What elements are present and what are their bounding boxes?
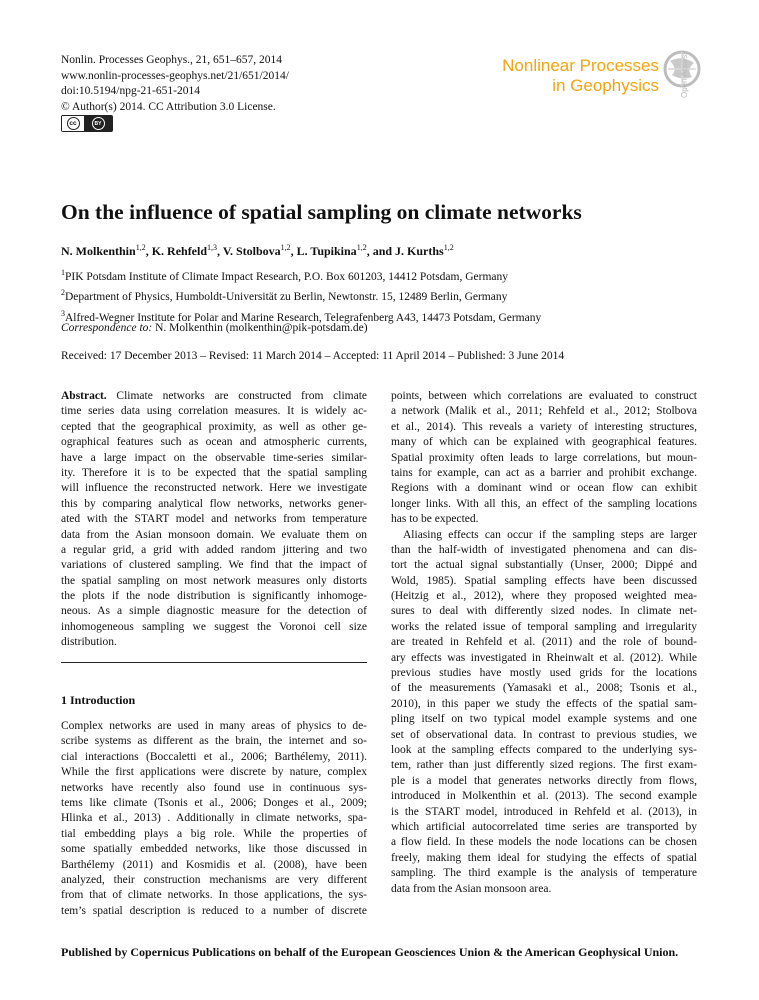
affiliation: $^1$PIK Potsdam Institute of Climate Impact Research, P.O. Box 601203, 14412 Potsdam, Germany bbox=[61, 268, 509, 283]
cc-by-license-badge[interactable] bbox=[61, 115, 113, 132]
affiliation: $^3$Alfred-Wegner Institute for Polar and Marine Research, Telegrafenberg A43, 14473 Potsdam, Germany bbox=[61, 308, 542, 324]
right-column-text: points, between which correlations are evaluated to construct a network (Malik et al., 2011; Rehfeld et al., 2012; Stolbova et al., 2014). This reveals a variety of interesting structures, many of which can be explained with geographical features. Spatial proximity often leads to large correlations, but moun- tains for example, can act as a barrier and prohibit exchange. Regions with a dominant wind or ocean flow can exhibit longer links. With all this, an effect of the sampling locations has to be expected. Aliasing effects can occur if the sampling steps are larger than the half-width of investigated phenomena and can dis- tort the actual signal substantially (Unser, 2000; Dippé and Wold, 1985). Spatial sampling effects have been discussed (Heitzig et al., 2012), where they proposed weighted mea- sures to deal with differently sized nodes. In climate net- works the related issue of temporal sampling and irregularity are treated in Rehfeld et al. (2011) and the role of bound- ary effects was investigated in Rheinwalt et al. (2012). While previous studies have mostly used grids for the locations of the measurements (Yamasaki et al., 2008; Tsonis et al., 2010), in this paper we study the effects of the spatial sam- pling itself on two typical model example systems and one set of observational data. In contrast to previous studies, we look at the sampling effects compared to the underlying sys- tem, rather than just differently sized regions. The first exam- ple is a model that generates networks directly from flows, introduced in Molkenthin et al. (2013). The second example is the START model, introduced in Rehfeld et al. (2013), in which artificial autocorrelated time series are transported by a flow field. In these models the node locations can be chosen freely, making them ideal for studying the effects of spatial sampling. The third example is the analysis of temperature data from the Asian monsoon area. bbox=[391, 390, 697, 895]
abstract-label: Abstract. bbox=[61, 390, 107, 402]
author: V. Stolbova bbox=[222, 244, 281, 258]
correspondence: Correspondence to: N. Molkenthin (molkenthin@pik-potsdam.de) bbox=[61, 322, 368, 334]
journal-header bbox=[61, 53, 289, 115]
logo-line-1: Nonlinear Processes bbox=[502, 56, 659, 75]
introduction-text: Complex networks are used in many areas of physics to de- scribe systems as different as the brain, the internet and so- cial interactions (Boccaletti et al., 2006; Barthélemy, 2011). While the first applications were discrete by nature, complex networks have recently also found use in continuous sys- tems like climate (Tsonis et al., 2006; Donges et al., 2009; Hlinka et al., 2013) . Additionally in climate networks, spa- tial embedding plays a big role. While the properties of some spatially embedded networks, like those discussed in Barthélemy (2011) and Kosmidis et al. (2008), have been analyzed, their construction mechanisms are very different from that of climate networks. In those applications, the sys- tem’s spatial description is reduced to a number of discrete bbox=[61, 720, 367, 917]
logo-line-2: in Geophysics bbox=[552, 76, 659, 95]
author: J. Kurths bbox=[395, 244, 444, 258]
abstract: Abstract. Climate networks are constructed from climate time series data using correlation measures. It is widely ac- cepted that the geographical proximity, as well as other ge- ographical features such as ocean and atmospheric currents, have a large impact on the observable time-series similar- ity. Therefore it is to be expected that the spatial sampling will influence the reconstructed network. Here we investigate this by comparing analytical flow networks, networks gener- ated with the START model and networks from temperature data from the Asian monsoon domain. We evaluate them on a regular grid, a grid with added random jittering and two variations of clustered sampling. We find that the impact of the spatial sampling on most network measures only distorts the plots if the node distribution is significantly inhomoge- neous. As a simple diagnostic measure for the detection of inhomogeneous sampling we suggest the Voronoi cell size distribution. bbox=[61, 390, 367, 649]
affiliations bbox=[61, 265, 541, 326]
section-heading-introduction: 1 Introduction bbox=[61, 693, 136, 707]
journal-url[interactable]: www.nonlin-processes-geophys.net/21/651/2014/ bbox=[61, 69, 289, 82]
affiliation: $^2$Department of Physics, Humboldt-Universität zu Berlin, Newtonstr. 15, 12489 Berlin, Germany bbox=[61, 288, 508, 304]
author-list: N. Molkenthin$^{1,2}$, K. Rehfeld$^{1,3}$, V. Stolbova$^{1,2}$, L. Tupikina$^{1,2}$, and J. Kurths$^{1,2}$ bbox=[61, 243, 454, 258]
paper-title: On the influence of spatial sampling on climate networks bbox=[61, 200, 582, 224]
journal-doi[interactable]: doi:10.5194/npg-21-651-2014 bbox=[61, 85, 200, 97]
author: L. Tupikina bbox=[296, 244, 357, 258]
abstract-divider bbox=[61, 662, 367, 663]
open-access-label: Open Access bbox=[680, 50, 689, 98]
journal-citation: Nonlin. Processes Geophys., 21, 651–657, 2014 bbox=[61, 54, 283, 66]
publication-dates: Received: 17 December 2013 – Revised: 11 March 2014 – Accepted: 11 April 2014 – Published: 3 June 2014 bbox=[61, 350, 565, 362]
publisher-footer: Published by Copernicus Publications on behalf of the European Geosciences Union & the American Geophysical Union. bbox=[61, 945, 679, 959]
by-icon: BY bbox=[84, 116, 112, 131]
cc-icon: cc bbox=[62, 116, 84, 131]
journal-logo-text bbox=[474, 56, 659, 96]
journal-license: © Author(s) 2014. CC Attribution 3.0 License. bbox=[61, 100, 276, 113]
author: N. Molkenthin bbox=[61, 244, 136, 258]
author: K. Rehfeld bbox=[151, 244, 208, 258]
